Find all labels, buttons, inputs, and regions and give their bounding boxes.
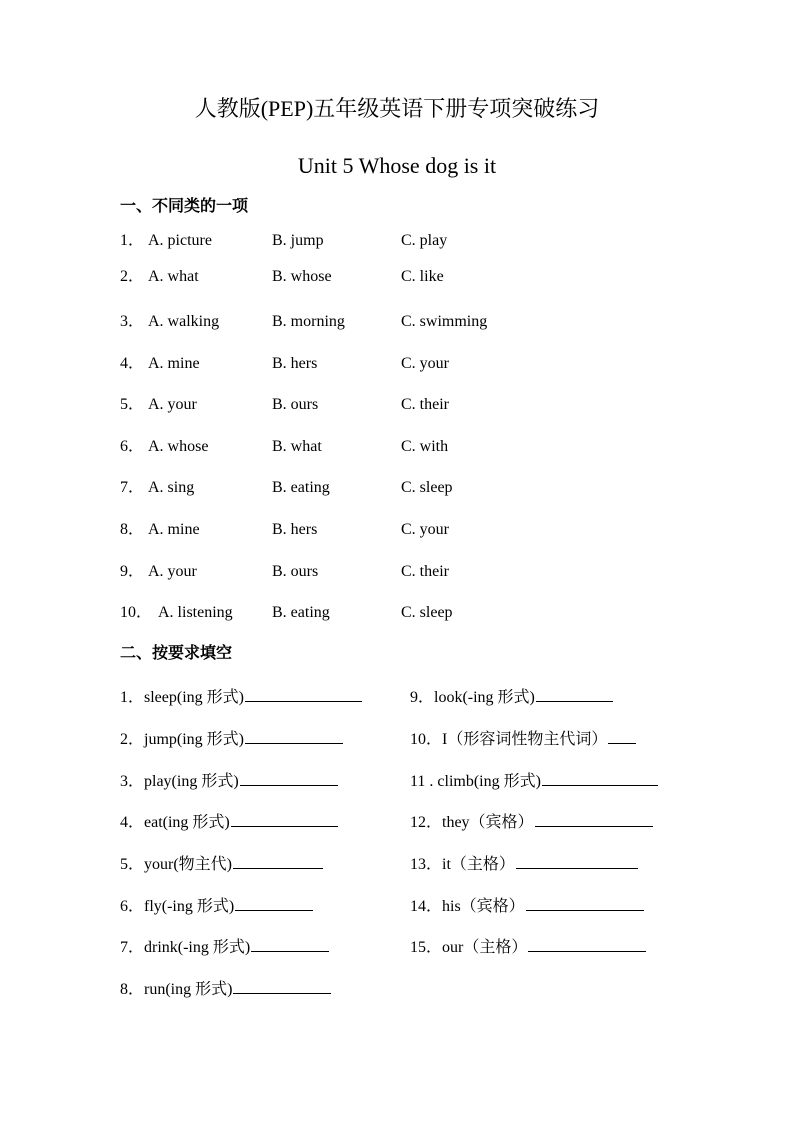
option-b: B. hers <box>272 521 318 538</box>
option-c: C. your <box>401 521 449 538</box>
answer-blank[interactable] <box>233 852 323 869</box>
odd-one-out-row <box>0 229 794 253</box>
fill-in-prompt: 12．they（宾格） <box>410 814 534 831</box>
option-b: B. what <box>272 438 322 455</box>
fill-in-prompt: 4．eat(ing 形式) <box>120 814 230 831</box>
fill-in-prompt: 2．jump(ing 形式) <box>120 731 244 748</box>
page-subtitle: Unit 5 Whose dog is it <box>297 153 497 178</box>
answer-blank[interactable] <box>542 769 658 786</box>
option-c: C. with <box>401 438 449 455</box>
page-title: 人教版(PEP)五年级英语下册专项突破练习 <box>194 96 600 121</box>
question-number: 3． <box>120 313 145 330</box>
option-c: C. their <box>401 396 449 413</box>
option-c: C. their <box>401 563 449 580</box>
option-b: B. eating <box>272 604 330 621</box>
question-number: 5． <box>120 396 145 413</box>
option-a: A. mine <box>148 355 200 372</box>
answer-blank[interactable] <box>235 894 313 911</box>
fill-in-prompt: 9．look(-ing 形式) <box>410 689 535 706</box>
option-b: B. ours <box>272 396 319 413</box>
answer-blank[interactable] <box>231 810 338 827</box>
option-c: C. like <box>401 268 444 285</box>
fill-in-prompt: 14．his（宾格） <box>410 898 525 915</box>
answer-blank[interactable] <box>608 727 636 744</box>
option-c: C. swimming <box>401 313 488 330</box>
option-b: B. hers <box>272 355 318 372</box>
fill-in-prompt: 7．drink(-ing 形式) <box>120 939 251 956</box>
fill-in-prompt: 1．sleep(ing 形式) <box>120 689 244 706</box>
fill-in-item <box>410 852 638 877</box>
odd-one-out-row <box>0 435 794 459</box>
fill-in-prompt: 10．I（形容词性物主代词） <box>410 731 608 748</box>
fill-in-item <box>120 935 329 960</box>
fill-in-prompt: 3．play(ing 形式) <box>120 773 239 790</box>
option-b: B. jump <box>272 232 324 249</box>
question-number: 1． <box>120 232 145 249</box>
answer-blank[interactable] <box>240 769 338 786</box>
fill-in-item <box>120 727 343 752</box>
fill-in-item <box>410 727 636 752</box>
fill-in-item <box>410 810 653 835</box>
option-c: C. sleep <box>401 479 453 496</box>
fill-in-item <box>120 769 338 794</box>
odd-one-out-row <box>0 518 794 542</box>
fill-in-prompt: 5．your(物主代) <box>120 856 232 873</box>
odd-one-out-row <box>0 310 794 334</box>
option-c: C. your <box>401 355 449 372</box>
fill-in-item <box>120 852 323 877</box>
option-a: A. whose <box>148 438 209 455</box>
option-a: A. listening <box>158 604 233 621</box>
option-b: B. ours <box>272 563 319 580</box>
option-c: C. play <box>401 232 448 249</box>
fill-in-prompt: 8．run(ing 形式) <box>120 981 233 998</box>
odd-one-out-row <box>0 352 794 376</box>
section-heading-odd-one-out: 一、不同类的一项 <box>120 198 249 215</box>
answer-blank[interactable] <box>528 935 646 952</box>
answer-blank[interactable] <box>536 685 613 702</box>
option-b: B. eating <box>272 479 330 496</box>
fill-in-prompt: 15．our（主格） <box>410 939 528 956</box>
fill-in-item <box>410 894 644 919</box>
option-c: C. sleep <box>401 604 453 621</box>
fill-in-item <box>120 977 331 1002</box>
answer-blank[interactable] <box>233 977 331 994</box>
odd-one-out-row <box>0 393 794 417</box>
question-number: 4． <box>120 355 145 372</box>
option-a: A. walking <box>148 313 220 330</box>
question-number: 8． <box>120 521 145 538</box>
odd-one-out-row <box>0 476 794 500</box>
fill-in-prompt: 6．fly(-ing 形式) <box>120 898 235 915</box>
answer-blank[interactable] <box>245 727 343 744</box>
answer-blank[interactable] <box>516 852 638 869</box>
fill-in-item <box>120 810 338 835</box>
question-number: 10． <box>120 604 153 621</box>
fill-in-item <box>410 935 646 960</box>
question-number: 7． <box>120 479 145 496</box>
option-b: B. whose <box>272 268 332 285</box>
answer-blank[interactable] <box>245 685 362 702</box>
question-number: 9． <box>120 563 145 580</box>
fill-in-prompt: 11 . climb(ing 形式) <box>410 773 541 790</box>
section-heading-fill-in: 二、按要求填空 <box>120 645 233 662</box>
fill-in-item <box>410 685 613 710</box>
option-a: A. your <box>148 396 197 413</box>
answer-blank[interactable] <box>526 894 644 911</box>
question-number: 6． <box>120 438 145 455</box>
option-a: A. mine <box>148 521 200 538</box>
option-a: A. sing <box>148 479 195 496</box>
option-a: A. picture <box>148 232 212 249</box>
fill-in-item <box>120 685 362 710</box>
fill-in-prompt: 13．it（主格） <box>410 856 515 873</box>
odd-one-out-row <box>0 601 794 625</box>
odd-one-out-row <box>0 265 794 289</box>
odd-one-out-row <box>0 560 794 584</box>
question-number: 2． <box>120 268 145 285</box>
answer-blank[interactable] <box>251 935 329 952</box>
option-a: A. your <box>148 563 197 580</box>
answer-blank[interactable] <box>535 810 653 827</box>
fill-in-item <box>120 894 313 919</box>
fill-in-item <box>410 769 658 794</box>
option-b: B. morning <box>272 313 345 330</box>
option-a: A. what <box>148 268 199 285</box>
